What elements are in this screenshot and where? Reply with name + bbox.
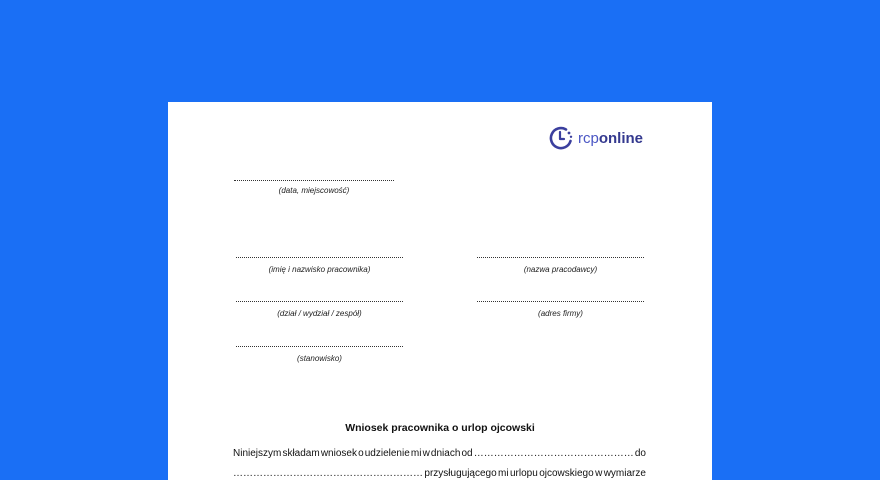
company-address-dotted-line (477, 301, 644, 302)
date-place-dotted-line (234, 180, 394, 181)
clock-logo-icon (548, 125, 574, 151)
body-word: mi (410, 448, 422, 459)
company-address-field (477, 301, 644, 318)
date-place-caption: (data, miejscowość) (278, 186, 350, 195)
body-word: w (422, 448, 430, 459)
body-word: Niniejszym (233, 448, 282, 459)
position-field (236, 346, 403, 363)
body-word: wniosek (320, 448, 357, 459)
position-caption: (stanowisko) (297, 354, 342, 363)
employer-name-caption: (nazwa pracodawcy) (523, 265, 598, 274)
date-place-field (234, 180, 394, 195)
body-line-1 (233, 448, 646, 459)
body-word: dniach (430, 448, 461, 459)
body-word: wymiarze (603, 468, 646, 479)
body-word: od (461, 448, 473, 459)
department-dotted-line (236, 301, 403, 302)
company-address-caption: (adres firmy) (538, 309, 583, 318)
body-word: składam (282, 448, 320, 459)
date-to-blank: ………………………………………………… (233, 468, 423, 479)
document-page (168, 102, 712, 480)
body-word: przysługującego (424, 468, 497, 479)
department-caption: (dział / wydział / zespół) (277, 309, 362, 318)
body-word: ojcowskiego (539, 468, 594, 479)
logo-text-online: online (598, 129, 644, 147)
rcponline-logo (548, 124, 643, 152)
body-word: urlopu (510, 468, 538, 479)
body-word: o (358, 448, 364, 459)
employee-name-caption: (imię i nazwisko pracownika) (268, 265, 371, 274)
body-line-2 (233, 468, 646, 479)
position-dotted-line (236, 346, 403, 347)
department-field (236, 301, 403, 318)
employer-name-field (477, 257, 644, 274)
body-word: udzielenie (364, 448, 410, 459)
employer-name-dotted-line (477, 257, 644, 258)
logo-text-rcp: rcp (578, 129, 599, 147)
body-word: do (634, 448, 646, 459)
employee-name-dotted-line (236, 257, 403, 258)
logo-wordmark (578, 130, 643, 147)
date-from-blank: ………………………………………… (473, 448, 634, 459)
employee-name-field (236, 257, 403, 274)
body-word: mi (498, 468, 509, 479)
body-word: w (595, 468, 603, 479)
document-title: Wniosek pracownika o urlop ojcowski (345, 422, 535, 434)
